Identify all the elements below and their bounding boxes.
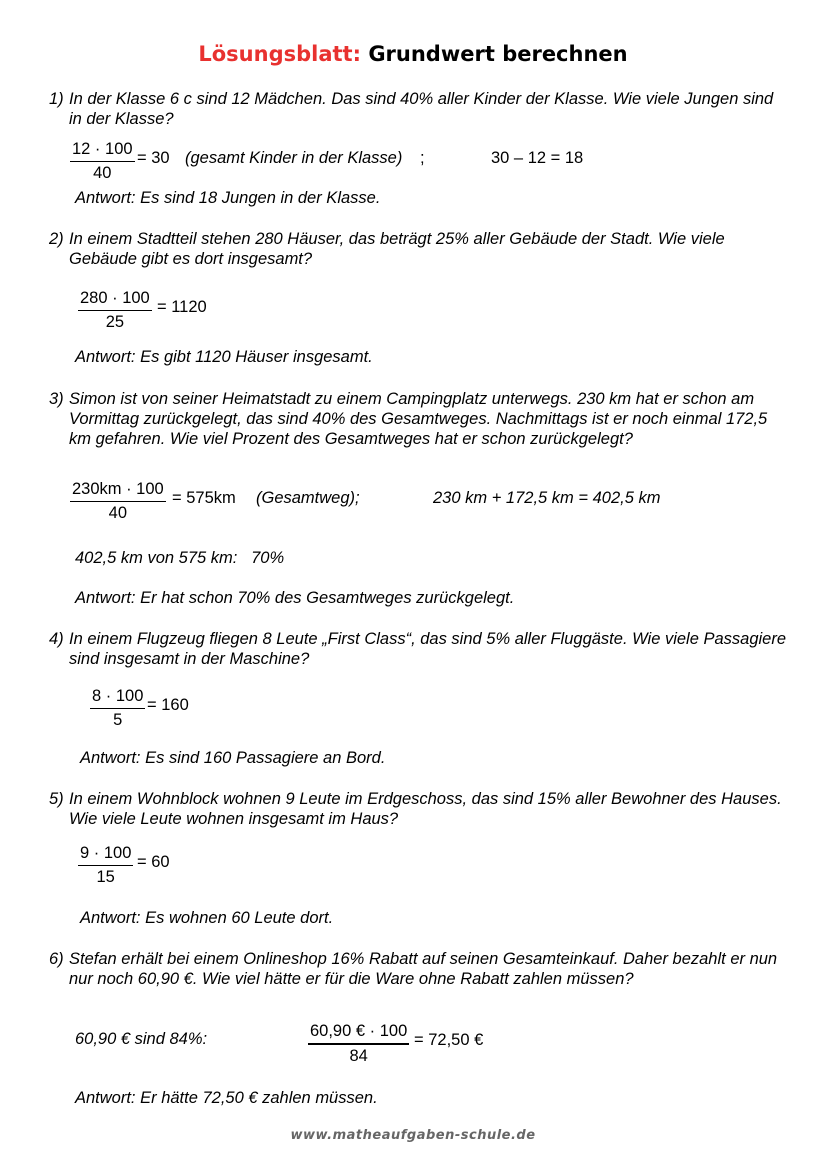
question-number: 5)	[49, 790, 64, 808]
fraction	[78, 843, 133, 888]
question-number: 2)	[49, 230, 64, 248]
fraction-result: = 30	[137, 149, 170, 167]
title-topic: Grundwert berechnen	[368, 42, 628, 66]
fraction-result: = 60	[137, 853, 170, 871]
question-1	[49, 89, 789, 129]
title-label: Lösungsblatt:	[198, 42, 361, 66]
answer: Antwort: Es gibt 1120 Häuser insgesamt.	[75, 348, 373, 366]
question-text: In einem Flugzeug fliegen 8 Leute „First Class“, das sind 5% aller Fluggäste. Wie viele Passagiere sind insgesamt in der Maschine?	[69, 630, 787, 668]
fraction-numerator: 8 · 100	[90, 686, 145, 709]
fraction-denominator: 84	[349, 1047, 368, 1065]
question-text: In einem Stadtteil stehen 280 Häuser, das beträgt 25% aller Gebäude der Stadt. Wie viele Gebäude gibt es dort insgesamt?	[69, 230, 725, 268]
fraction-denominator: 40	[93, 164, 112, 182]
question-3	[49, 389, 789, 449]
question-number: 1)	[49, 90, 64, 108]
fraction	[90, 686, 145, 731]
fraction-numerator: 230km · 100	[70, 479, 166, 502]
fraction	[78, 288, 152, 333]
question-text: Simon ist von seiner Heimatstadt zu einem Campingplatz unterwegs. 230 km hat er schon am Vormittag zurückgelegt, das sind 40% des Gesamtweges. Nachmittags ist er noch einmal 172,5 km gefahren. Wie viel Prozent des Gesamtweges hat er schon zurückgelegt?	[69, 390, 768, 448]
fraction-numerator: 9 · 100	[78, 843, 133, 866]
answer: Antwort: Es wohnen 60 Leute dort.	[80, 909, 334, 927]
question-number: 3)	[49, 390, 64, 408]
fraction-denominator: 25	[105, 313, 125, 331]
fraction-result: = 1120	[157, 298, 207, 316]
page-title	[0, 42, 826, 66]
answer: Antwort: Er hat schon 70% des Gesamtweges zurückgelegt.	[75, 589, 515, 607]
calculation: 30 – 12 = 18	[491, 149, 584, 167]
calculation-note: (Gesamtweg);	[256, 489, 360, 507]
fraction-denominator: 5	[113, 711, 123, 729]
fraction-denominator: 40	[108, 504, 128, 522]
answer: Antwort: Es sind 160 Passagiere an Bord.	[80, 749, 386, 767]
calculation-note: (gesamt Kinder in der Klasse)	[185, 149, 403, 167]
footer-website: www.matheaufgaben-schule.de	[290, 1128, 536, 1143]
question-6	[49, 949, 789, 989]
fraction-denominator: 15	[96, 868, 115, 886]
fraction-result: = 575km	[172, 489, 236, 507]
calculation: 230 km + 172,5 km = 402,5 km	[433, 489, 661, 507]
fraction-result: = 160	[147, 696, 189, 714]
question-5	[49, 789, 789, 829]
question-number: 4)	[49, 630, 64, 648]
calculation-step: 402,5 km von 575 km: 70%	[75, 549, 285, 567]
fraction-numerator: 280 · 100	[78, 288, 152, 311]
answer: Antwort: Er hätte 72,50 € zahlen müssen.	[75, 1089, 378, 1107]
fraction	[70, 479, 166, 524]
fraction	[70, 139, 135, 184]
separator: ;	[420, 149, 425, 167]
question-text: Stefan erhält bei einem Onlineshop 16% Rabatt auf seinen Gesamteinkauf. Daher bezahlt er nun nur noch 60,90 €. Wie viel hätte er für die Ware ohne Rabatt zahlen müssen?	[69, 950, 778, 988]
question-text: In einem Wohnblock wohnen 9 Leute im Erdgeschoss, das sind 15% aller Bewohner des Hauses. Wie viele Leute wohnen insgesamt im Haus?	[69, 790, 782, 828]
fraction-numerator: 60,90 € · 100	[308, 1021, 409, 1045]
question-4	[49, 629, 789, 669]
calculation-step: 60,90 € sind 84%:	[75, 1030, 208, 1048]
fraction-result: = 72,50 €	[414, 1031, 484, 1049]
question-text: In der Klasse 6 c sind 12 Mädchen. Das sind 40% aller Kinder der Klasse. Wie viele Jungen sind in der Klasse?	[69, 90, 774, 128]
fraction	[308, 1021, 409, 1067]
answer: Antwort: Es sind 18 Jungen in der Klasse.	[75, 189, 381, 207]
fraction-numerator: 12 · 100	[70, 139, 135, 162]
question-2	[49, 229, 789, 269]
question-number: 6)	[49, 950, 64, 968]
